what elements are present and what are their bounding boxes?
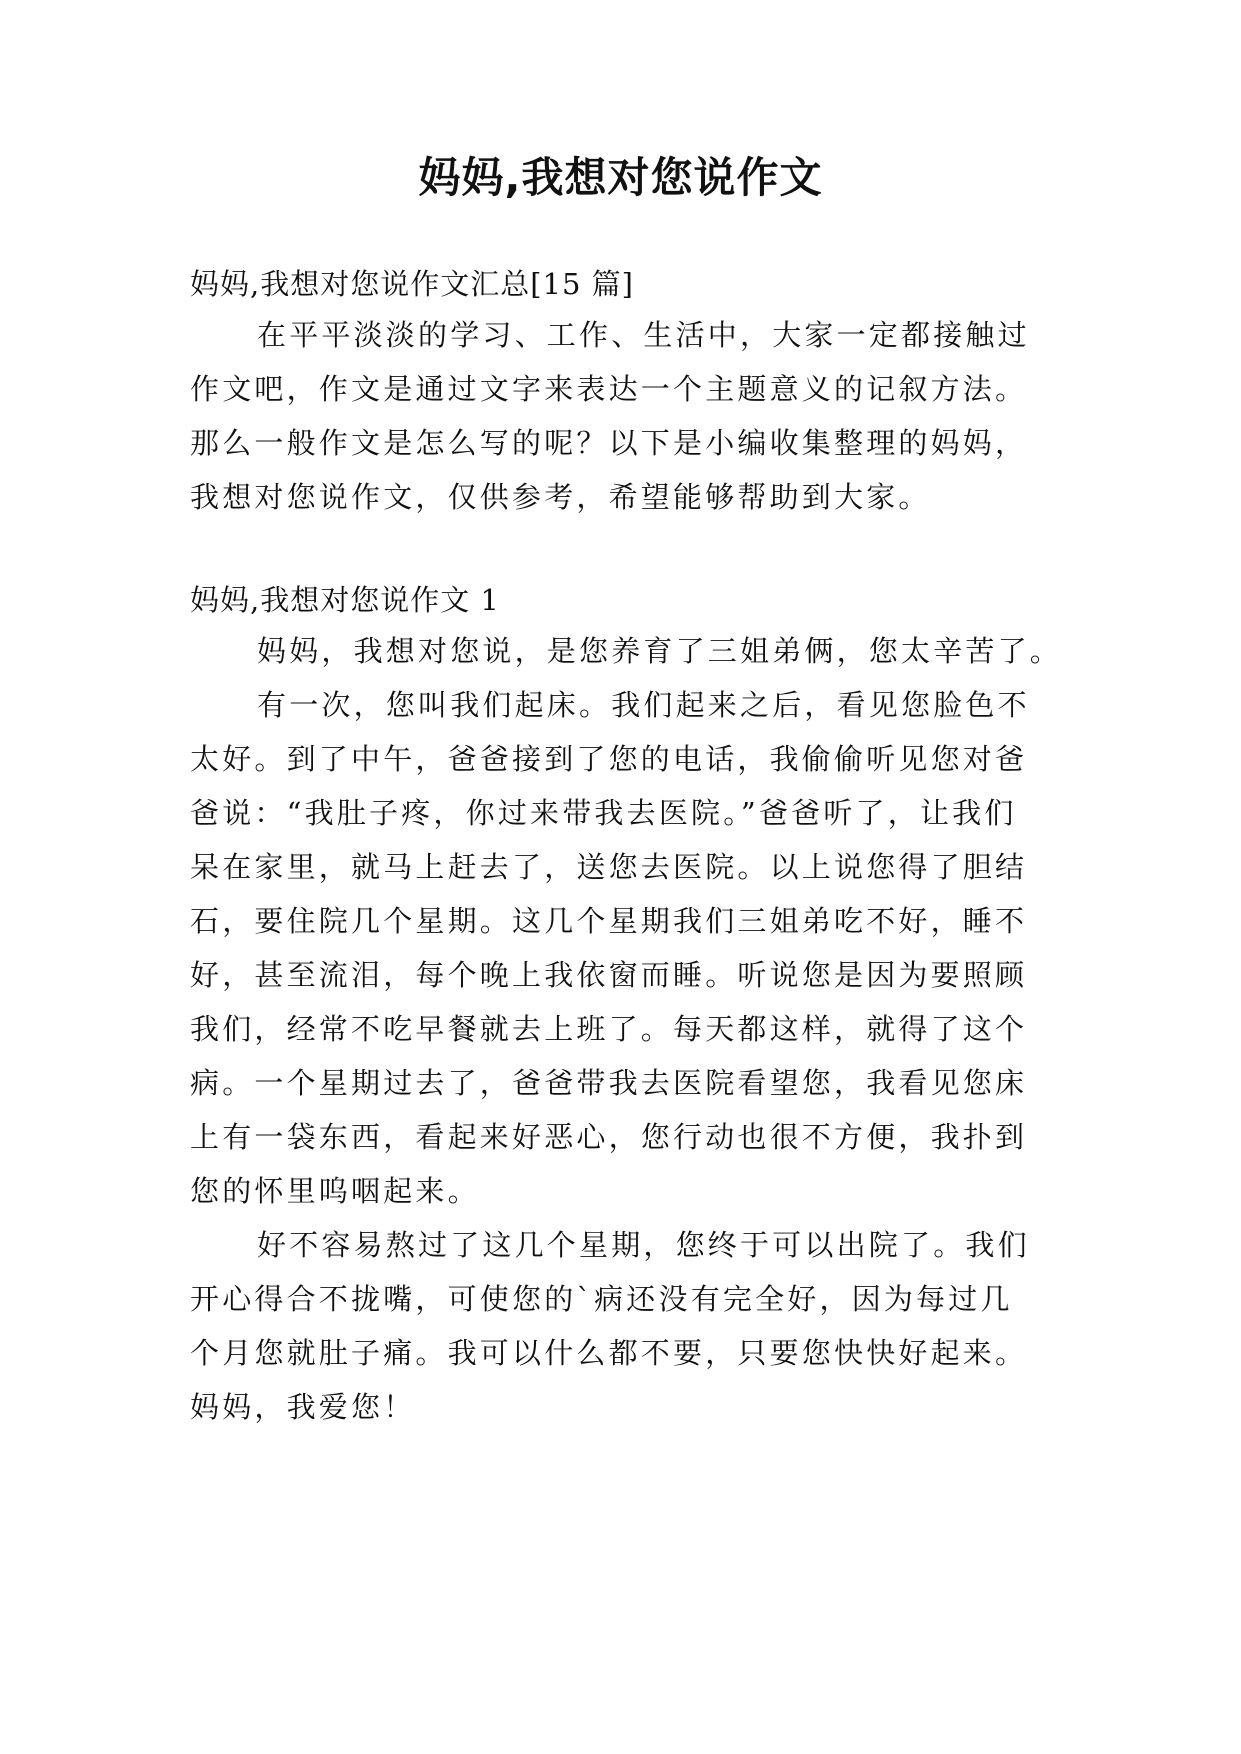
- paragraph-line: 开心得合不拢嘴，可使您的`病还没有完全好，因为每过几: [190, 1282, 1013, 1316]
- paragraph-line: 好不容易熬过了这几个星期，您终于可以出院了。我们: [257, 1228, 1030, 1262]
- intro-line: 那么一般作文是怎么写的呢？以下是小编收集整理的妈妈，: [190, 426, 1028, 460]
- paragraph-line: 爸说：“我肚子疼，你过来带我去医院。”爸爸听了，让我们: [190, 796, 1017, 830]
- section-heading: 妈妈,我想对您说作文 1: [190, 583, 500, 617]
- paragraph-line: 病。一个星期过去了，爸爸带我去医院看望您，我看见您床: [190, 1066, 1028, 1100]
- paragraph-line: 有一次，您叫我们起床。我们起来之后，看见您脸色不: [257, 688, 1030, 722]
- paragraph-line: 好，甚至流泪，每个晚上我依窗而睡。听说您是因为要照顾: [190, 958, 1028, 992]
- paragraph-line: 您的怀里呜咽起来。: [190, 1174, 480, 1208]
- document-title: 妈妈,我想对您说作文: [418, 153, 823, 202]
- paragraph-line: 妈妈，我爱您！: [190, 1390, 416, 1424]
- paragraph-line: 我们，经常不吃早餐就去上班了。每天都这样，就得了这个: [190, 1012, 1028, 1046]
- summary-heading: 妈妈,我想对您说作文汇总[15 篇]: [190, 267, 634, 301]
- paragraph-line: 呆在家里，就马上赶去了，送您去医院。以上说您得了胆结: [190, 850, 1028, 884]
- intro-line: 作文吧，作文是通过文字来表达一个主题意义的记叙方法。: [190, 372, 1028, 406]
- paragraph-line: 妈妈，我想对您说，是您养育了三姐弟俩，您太辛苦了。: [257, 634, 1063, 668]
- intro-line: 在平平淡淡的学习、工作、生活中，大家一定都接触过: [257, 318, 1030, 352]
- paragraph-line: 太好。到了中午，爸爸接到了您的电话，我偷偷听见您对爸: [190, 742, 1028, 776]
- paragraph-line: 石，要住院几个星期。这几个星期我们三姐弟吃不好，睡不: [190, 904, 1028, 938]
- intro-line: 我想对您说作文，仅供参考，希望能够帮助到大家。: [190, 480, 931, 514]
- paragraph-line: 个月您就肚子痛。我可以什么都不要，只要您快快好起来。: [190, 1336, 1028, 1370]
- paragraph-line: 上有一袋东西，看起来好恶心，您行动也很不方便，我扑到: [190, 1120, 1028, 1154]
